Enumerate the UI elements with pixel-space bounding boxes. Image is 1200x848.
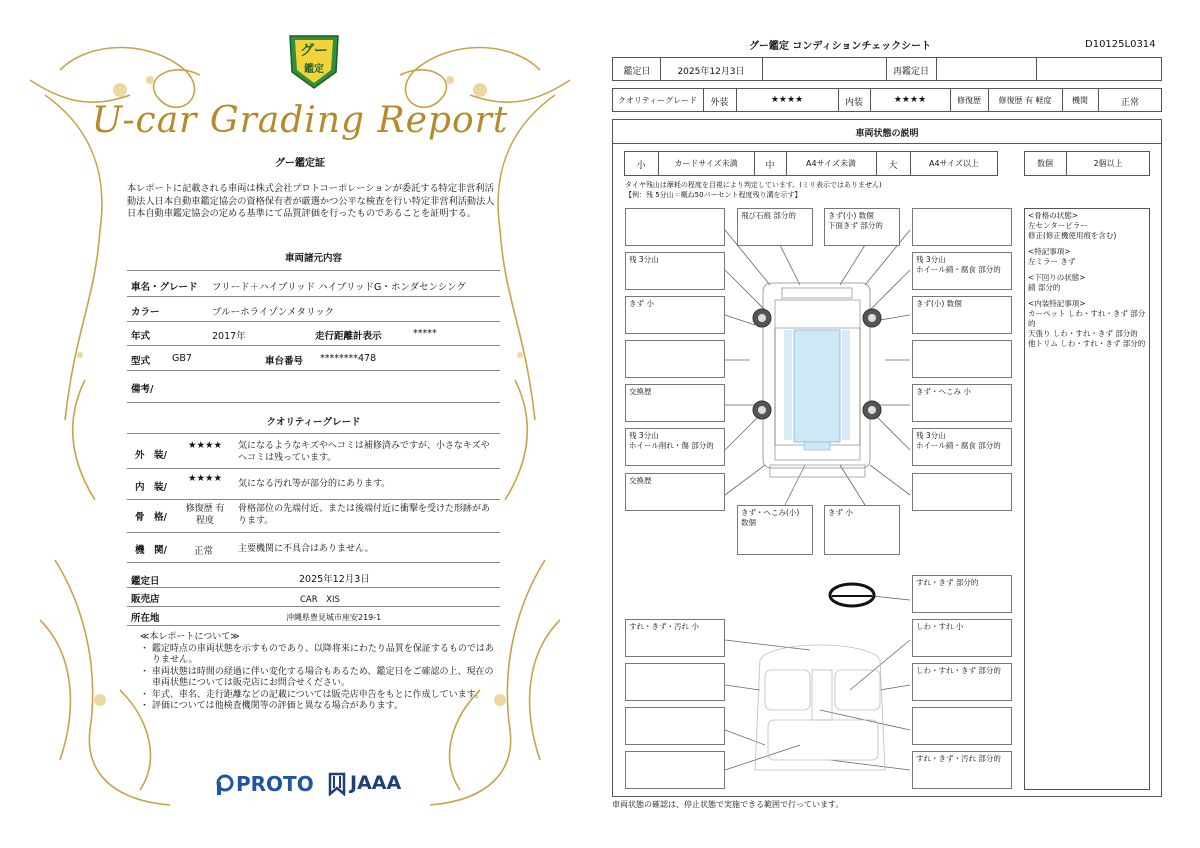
sheet-footer: 車両状態の確認は、停止状態で実施できる範囲で行っています。	[612, 800, 844, 809]
tire-note-example: 【例：残 5分山＝概ね50パーセント程度残り溝を示す】	[625, 191, 802, 199]
tire-note: タイヤ残山は摩耗の程度を目視により判定しています。(ミリ表示ではありません)	[625, 181, 882, 189]
callout-tire-rear-left: 残 3分山 ホイール削れ・傷 部分的	[625, 428, 725, 466]
goo-kantei-badge-icon	[286, 30, 342, 92]
year-label: 年式	[131, 331, 151, 342]
callout-box	[625, 208, 725, 246]
size-small: 小	[636, 161, 646, 171]
frame-value: 修復歴 有 程度	[185, 504, 225, 526]
callout-box	[625, 663, 725, 701]
note-line: <特記事項>	[1028, 247, 1071, 256]
note-line: 天張り しわ・すれ・きず 部分的	[1028, 329, 1138, 338]
callout-seat-left: すれ・きず・汚れ 小	[625, 619, 725, 657]
document-id: D10125L0314	[1085, 39, 1156, 50]
proto-logo-icon	[216, 774, 234, 796]
frame-label: 骨 格/	[135, 512, 167, 523]
sheet-date-label: 鑑定日	[623, 67, 651, 77]
callout-tire-front-right: 残 3分山 ホイール錆・腐食 部分的	[912, 252, 1012, 290]
address-label: 所在地	[131, 613, 160, 624]
sheet-repair-value: 修復歴 有 軽度	[998, 96, 1052, 105]
note-line: カーペット しわ・すれ・きず 部分的	[1028, 309, 1146, 328]
redate-label: 再鑑定日	[892, 67, 929, 77]
certificate-subtitle: グー鑑定証	[275, 158, 325, 169]
color-value: ブルーホライゾンメタリック	[212, 307, 335, 318]
callout-bottom-dent: きず・へこみ(小) 数個	[737, 505, 813, 555]
note-line: 左センターピラー	[1028, 221, 1088, 230]
note-item: ・ 鑑定時点の車両状態を示すものであり、以降将来にわたり品質を保証するものではありません。	[140, 643, 494, 665]
sheet-ext-stars: ★★★★	[770, 95, 804, 105]
sheet-int-stars: ★★★★	[893, 95, 927, 105]
odometer-value: *****	[413, 328, 437, 339]
sheet-engine-label: 機関	[1072, 96, 1088, 105]
sheet-ext-label: 外装	[710, 98, 729, 108]
special-notes-panel	[1024, 208, 1150, 790]
sheet-repair-label: 修復歴	[957, 96, 981, 105]
callout-left-front: きず 小	[625, 296, 725, 334]
note-item: ・ 車両状態は時間の経過に伴い変化する場合もあるため、鑑定日をご確認の上、現在の車両状態については販売店にお問合せください。	[140, 666, 494, 688]
badge-text-top: グー	[300, 43, 328, 59]
sheet-title: グー鑑定 コンディションチェックシート	[748, 41, 932, 52]
engine-label: 機 関/	[135, 545, 167, 556]
note-line: <下回りの状態>	[1028, 273, 1086, 282]
interior-label: 内 装/	[135, 482, 167, 493]
note-line: 左ミラー きず	[1028, 257, 1076, 266]
callout-interior-right-1: しわ・すれ 小	[912, 619, 1012, 657]
note-line: 修正(修正機使用痕を含む)	[1028, 231, 1117, 240]
count-label: 数個	[1037, 159, 1053, 168]
callout-bottom-scratch: きず 小	[824, 505, 900, 555]
note-line: <骨格の状態>	[1028, 211, 1079, 220]
state-header: 車両状態の説明	[855, 129, 919, 139]
jaaa-logo-text: JAAA	[350, 772, 402, 794]
callout-box	[912, 208, 1012, 246]
size-small-desc: カードサイズ未満	[674, 159, 738, 168]
callout-box	[625, 340, 725, 378]
callout-left-swap: 交換歴	[625, 384, 725, 422]
name-label: 車名・グレード	[131, 282, 198, 293]
callout-box	[625, 707, 725, 745]
address-value: 沖縄県豊見城市座安219-1	[286, 613, 382, 622]
callout-right-front: きず(小) 数個	[912, 296, 1012, 334]
sheet-date-value: 2025年12月3日	[677, 67, 745, 77]
shop-label: 販売店	[131, 594, 160, 605]
callout-top-scratch: きず(小) 数個 下面きず 部分的	[824, 208, 900, 246]
size-large-desc: A4サイズ以上	[929, 159, 979, 168]
callout-box	[912, 707, 1012, 745]
note-line: <内装特記事項>	[1028, 299, 1086, 308]
report-notes	[140, 632, 500, 713]
interior-description: 気になる汚れ等が部分的にあります。	[238, 479, 391, 489]
remarks-label: 備考/	[131, 384, 154, 395]
chassis-label: 車台番号	[265, 356, 304, 367]
inspection-date-value: 2025年12月3日	[299, 574, 370, 585]
model-label: 型式	[131, 356, 151, 367]
count-desc: 2個以上	[1093, 159, 1123, 168]
interior-stars: ★★★★	[188, 473, 223, 484]
callout-right-dent: きず・へこみ 小	[912, 384, 1012, 422]
engine-description: 主要機関に不具合はありません。	[238, 544, 374, 554]
callout-box	[912, 473, 1012, 511]
callout-interior-right-4: すれ・きず・汚れ 部分的	[912, 751, 1012, 789]
callout-left-swap-rear: 交換歴	[625, 473, 725, 511]
proto-logo-text: PROTO	[236, 772, 314, 796]
note-line: 他トリム しわ・すれ・きず 部分的	[1028, 339, 1146, 348]
note-line: 錆 部分的	[1028, 283, 1061, 292]
inspection-date-label: 鑑定日	[131, 576, 160, 587]
grade-section-header: クオリティーグレード	[266, 417, 361, 428]
chassis-value: ********478	[320, 353, 377, 364]
certificate-intro: 本レポートに記載される車両は株式会社プロトコーポレーションが委託する特定非営利活動法人日本自動車鑑定協会の資格保有者が厳選かつ公平な検査を行い特定非営利活動法人日本自動車鑑定協会の定める基準にて品質評価を行ったものであることを証明する。	[127, 183, 495, 219]
callout-top-chip: 飛び石痕 部分的	[737, 208, 813, 246]
callout-tire-front-left: 残 3分山	[625, 252, 725, 290]
exterior-stars: ★★★★	[188, 440, 223, 451]
size-mid-desc: A4サイズ未満	[806, 159, 856, 168]
script-title: U-car Grading Report	[91, 100, 509, 141]
year-value: 2017年	[212, 331, 246, 342]
exterior-description: 気になるようなキズやヘコミは補修済みですが、小さなキズやヘコミは残っています。	[238, 441, 490, 463]
frame-description: 骨格部位の先端付近、または後端付近に衝撃を受けた形跡があります。	[238, 504, 491, 526]
badge-text-bottom: 鑑定	[304, 64, 324, 75]
jaaa-logo-icon	[328, 772, 346, 796]
condition-check-sheet	[600, 0, 1200, 848]
notes-title: ≪本レポートについて≫	[140, 632, 240, 642]
callout-box	[625, 751, 725, 789]
note-item: ・ 年式、車名、走行距離などの記載については販売店申告をもとに作成しています。	[140, 689, 484, 700]
qg-label: クオリティーグレード	[617, 96, 698, 105]
color-label: カラー	[131, 307, 160, 318]
engine-value: 正常	[194, 546, 214, 557]
callout-box	[912, 340, 1012, 378]
name-value: フリード＋ハイブリッド ハイブリッドG・ホンダセンシング	[212, 282, 466, 293]
sheet-engine-value: 正常	[1120, 98, 1139, 108]
note-item: ・ 評価については他検査機関等の評価と異なる場合があります。	[140, 701, 403, 711]
callout-interior-right-2: しわ・すれ・きず 部分的	[912, 663, 1012, 701]
size-mid: 中	[765, 161, 775, 171]
sheet-int-label: 内装	[844, 98, 863, 108]
callout-steering: すれ・きず 部分的	[912, 575, 1012, 613]
size-large: 大	[888, 161, 898, 171]
model-value: GB7	[172, 353, 192, 364]
callout-tire-rear-right: 残 3分山 ホイール錆・腐食 部分的	[912, 428, 1012, 466]
odometer-label: 走行距離計表示	[315, 331, 382, 342]
exterior-label: 外 装/	[135, 450, 167, 461]
spec-section-header: 車両諸元内容	[284, 253, 342, 264]
shop-value: CAR XIS	[300, 595, 340, 605]
